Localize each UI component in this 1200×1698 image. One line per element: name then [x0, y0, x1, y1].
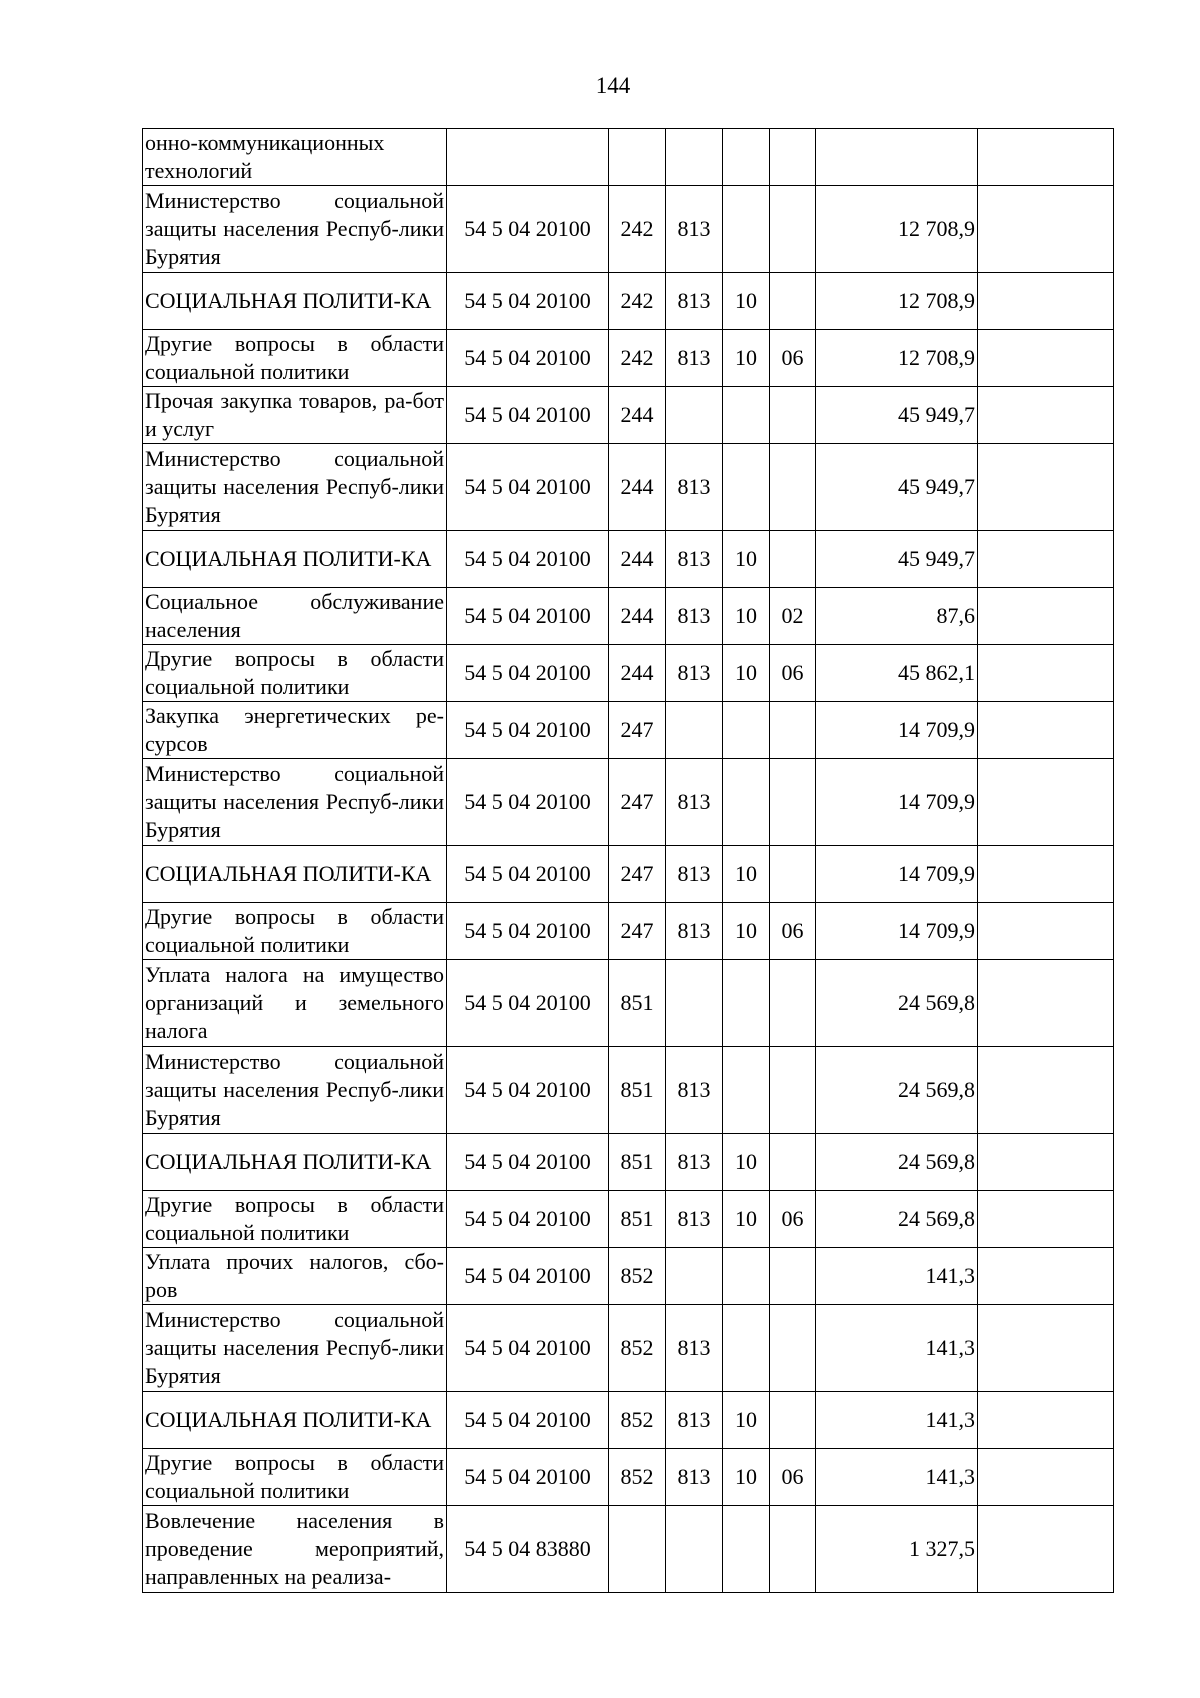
- administrator-code-cell: [666, 1506, 723, 1593]
- table-row: [143, 1392, 1114, 1449]
- subsection-code-cell: 06: [770, 1191, 816, 1248]
- target-article-code-cell: 54 5 04 83880: [447, 1506, 609, 1593]
- amount-cell: 24 569,8: [816, 960, 978, 1047]
- item-name-cell: Другие вопросы в области социальной политики: [143, 903, 447, 960]
- amount-cell: 24 569,8: [816, 1047, 978, 1134]
- item-name-cell: Уплата налога на имущество организаций и земельного налога: [143, 960, 447, 1047]
- target-article-code-cell: 54 5 04 20100: [447, 588, 609, 645]
- amount-cell: 14 709,9: [816, 759, 978, 846]
- expense-type-code-cell: 242: [609, 273, 666, 330]
- target-article-code-cell: 54 5 04 20100: [447, 444, 609, 531]
- extra-column-cell: [978, 1392, 1114, 1449]
- subsection-code-cell: [770, 1506, 816, 1593]
- extra-column-cell: [978, 588, 1114, 645]
- subsection-code-cell: 02: [770, 588, 816, 645]
- table-row: [143, 903, 1114, 960]
- section-code-cell: 10: [723, 645, 770, 702]
- subsection-code-cell: [770, 1134, 816, 1191]
- extra-column-cell: [978, 1134, 1114, 1191]
- item-name-cell: СОЦИАЛЬНАЯ ПОЛИТИ-КА: [143, 846, 447, 903]
- amount-cell: 14 709,9: [816, 903, 978, 960]
- target-article-code-cell: 54 5 04 20100: [447, 1047, 609, 1134]
- extra-column-cell: [978, 186, 1114, 273]
- item-name-cell: Вовлечение населения в проведение мероприятий, направленных на реализа-: [143, 1506, 447, 1593]
- item-name-cell: СОЦИАЛЬНАЯ ПОЛИТИ-КА: [143, 531, 447, 588]
- subsection-code-cell: [770, 186, 816, 273]
- extra-column-cell: [978, 1305, 1114, 1392]
- extra-column-cell: [978, 129, 1114, 186]
- item-name-cell: СОЦИАЛЬНАЯ ПОЛИТИ-КА: [143, 1134, 447, 1191]
- section-code-cell: 10: [723, 588, 770, 645]
- expense-type-code-cell: 242: [609, 330, 666, 387]
- subsection-code-cell: [770, 387, 816, 444]
- target-article-code-cell: 54 5 04 20100: [447, 1392, 609, 1449]
- table-row: [143, 759, 1114, 846]
- expense-type-code-cell: 852: [609, 1449, 666, 1506]
- item-name-cell: Министерство социальной защиты населения Респуб-лики Бурятия: [143, 1305, 447, 1392]
- target-article-code-cell: 54 5 04 20100: [447, 531, 609, 588]
- target-article-code-cell: 54 5 04 20100: [447, 273, 609, 330]
- amount-cell: 45 862,1: [816, 645, 978, 702]
- expense-type-code-cell: 244: [609, 444, 666, 531]
- subsection-code-cell: [770, 960, 816, 1047]
- table-row: [143, 1047, 1114, 1134]
- subsection-code-cell: [770, 759, 816, 846]
- extra-column-cell: [978, 330, 1114, 387]
- subsection-code-cell: [770, 531, 816, 588]
- extra-column-cell: [978, 1248, 1114, 1305]
- subsection-code-cell: 06: [770, 330, 816, 387]
- amount-cell: 45 949,7: [816, 387, 978, 444]
- amount-cell: 141,3: [816, 1449, 978, 1506]
- expense-type-code-cell: 247: [609, 846, 666, 903]
- administrator-code-cell: [666, 702, 723, 759]
- extra-column-cell: [978, 903, 1114, 960]
- table-row: [143, 960, 1114, 1047]
- administrator-code-cell: 813: [666, 1191, 723, 1248]
- target-article-code-cell: 54 5 04 20100: [447, 330, 609, 387]
- subsection-code-cell: [770, 1047, 816, 1134]
- subsection-code-cell: 06: [770, 1449, 816, 1506]
- section-code-cell: 10: [723, 903, 770, 960]
- extra-column-cell: [978, 444, 1114, 531]
- item-name-cell: Прочая закупка товаров, ра-бот и услуг: [143, 387, 447, 444]
- section-code-cell: 10: [723, 273, 770, 330]
- extra-column-cell: [978, 1506, 1114, 1593]
- table-row: [143, 1134, 1114, 1191]
- extra-column-cell: [978, 1191, 1114, 1248]
- administrator-code-cell: 813: [666, 1449, 723, 1506]
- item-name-cell: Министерство социальной защиты населения Респуб-лики Бурятия: [143, 1047, 447, 1134]
- table-row: [143, 330, 1114, 387]
- expense-type-code-cell: [609, 129, 666, 186]
- administrator-code-cell: 813: [666, 330, 723, 387]
- target-article-code-cell: 54 5 04 20100: [447, 702, 609, 759]
- subsection-code-cell: 06: [770, 903, 816, 960]
- administrator-code-cell: 813: [666, 1047, 723, 1134]
- expense-type-code-cell: 244: [609, 387, 666, 444]
- amount-cell: 24 569,8: [816, 1134, 978, 1191]
- section-code-cell: [723, 1248, 770, 1305]
- item-name-cell: Другие вопросы в области социальной политики: [143, 1191, 447, 1248]
- administrator-code-cell: 813: [666, 846, 723, 903]
- target-article-code-cell: 54 5 04 20100: [447, 1191, 609, 1248]
- item-name-cell: Министерство социальной защиты населения Респуб-лики Бурятия: [143, 186, 447, 273]
- item-name-cell: СОЦИАЛЬНАЯ ПОЛИТИ-КА: [143, 1392, 447, 1449]
- budget-table-body: [143, 129, 1114, 1593]
- item-name-cell: Другие вопросы в области социальной политики: [143, 1449, 447, 1506]
- administrator-code-cell: 813: [666, 759, 723, 846]
- target-article-code-cell: 54 5 04 20100: [447, 759, 609, 846]
- item-name-cell: СОЦИАЛЬНАЯ ПОЛИТИ-КА: [143, 273, 447, 330]
- section-code-cell: [723, 387, 770, 444]
- table-row: [143, 1248, 1114, 1305]
- section-code-cell: [723, 1506, 770, 1593]
- amount-cell: 12 708,9: [816, 330, 978, 387]
- table-row: [143, 129, 1114, 186]
- subsection-code-cell: [770, 273, 816, 330]
- section-code-cell: [723, 759, 770, 846]
- target-article-code-cell: 54 5 04 20100: [447, 1134, 609, 1191]
- amount-cell: [816, 129, 978, 186]
- subsection-code-cell: [770, 129, 816, 186]
- administrator-code-cell: 813: [666, 1134, 723, 1191]
- expense-type-code-cell: 851: [609, 960, 666, 1047]
- amount-cell: 141,3: [816, 1392, 978, 1449]
- target-article-code-cell: 54 5 04 20100: [447, 846, 609, 903]
- section-code-cell: 10: [723, 846, 770, 903]
- administrator-code-cell: 813: [666, 588, 723, 645]
- item-name-cell: Министерство социальной защиты населения Респуб-лики Бурятия: [143, 444, 447, 531]
- expense-type-code-cell: 851: [609, 1134, 666, 1191]
- table-row: [143, 444, 1114, 531]
- expense-type-code-cell: [609, 1506, 666, 1593]
- section-code-cell: [723, 702, 770, 759]
- table-row: [143, 1305, 1114, 1392]
- expense-type-code-cell: 247: [609, 702, 666, 759]
- expense-type-code-cell: 247: [609, 759, 666, 846]
- expense-type-code-cell: 851: [609, 1047, 666, 1134]
- extra-column-cell: [978, 273, 1114, 330]
- amount-cell: 12 708,9: [816, 273, 978, 330]
- table-row: [143, 531, 1114, 588]
- extra-column-cell: [978, 846, 1114, 903]
- section-code-cell: [723, 1047, 770, 1134]
- section-code-cell: [723, 444, 770, 531]
- section-code-cell: [723, 1305, 770, 1392]
- subsection-code-cell: [770, 1392, 816, 1449]
- amount-cell: 141,3: [816, 1248, 978, 1305]
- target-article-code-cell: 54 5 04 20100: [447, 1248, 609, 1305]
- expense-type-code-cell: 244: [609, 645, 666, 702]
- administrator-code-cell: 813: [666, 186, 723, 273]
- table-row: [143, 588, 1114, 645]
- administrator-code-cell: 813: [666, 645, 723, 702]
- expense-type-code-cell: 851: [609, 1191, 666, 1248]
- administrator-code-cell: [666, 387, 723, 444]
- expense-type-code-cell: 244: [609, 588, 666, 645]
- subsection-code-cell: [770, 444, 816, 531]
- extra-column-cell: [978, 645, 1114, 702]
- table-row: [143, 1506, 1114, 1593]
- extra-column-cell: [978, 387, 1114, 444]
- section-code-cell: 10: [723, 1449, 770, 1506]
- expense-type-code-cell: 852: [609, 1392, 666, 1449]
- item-name-cell: Министерство социальной защиты населения Респуб-лики Бурятия: [143, 759, 447, 846]
- amount-cell: 14 709,9: [816, 702, 978, 759]
- extra-column-cell: [978, 960, 1114, 1047]
- administrator-code-cell: 813: [666, 531, 723, 588]
- administrator-code-cell: 813: [666, 903, 723, 960]
- amount-cell: 12 708,9: [816, 186, 978, 273]
- target-article-code-cell: 54 5 04 20100: [447, 387, 609, 444]
- item-name-cell: Уплата прочих налогов, сбо-ров: [143, 1248, 447, 1305]
- amount-cell: 45 949,7: [816, 444, 978, 531]
- expense-type-code-cell: 247: [609, 903, 666, 960]
- amount-cell: 45 949,7: [816, 531, 978, 588]
- section-code-cell: 10: [723, 531, 770, 588]
- item-name-cell: Социальное обслуживание населения: [143, 588, 447, 645]
- target-article-code-cell: [447, 129, 609, 186]
- table-row: [143, 846, 1114, 903]
- item-name-cell: Другие вопросы в области социальной политики: [143, 330, 447, 387]
- table-row: [143, 387, 1114, 444]
- expense-type-code-cell: 852: [609, 1305, 666, 1392]
- amount-cell: 87,6: [816, 588, 978, 645]
- extra-column-cell: [978, 1449, 1114, 1506]
- table-row: [143, 1191, 1114, 1248]
- item-name-cell: Закупка энергетических ре-сурсов: [143, 702, 447, 759]
- subsection-code-cell: [770, 702, 816, 759]
- expense-type-code-cell: 852: [609, 1248, 666, 1305]
- item-name-cell: онно-коммуникационных технологий: [143, 129, 447, 186]
- amount-cell: 14 709,9: [816, 846, 978, 903]
- administrator-code-cell: 813: [666, 1305, 723, 1392]
- extra-column-cell: [978, 1047, 1114, 1134]
- subsection-code-cell: [770, 1248, 816, 1305]
- section-code-cell: 10: [723, 1191, 770, 1248]
- amount-cell: 141,3: [816, 1305, 978, 1392]
- page-number: 144: [595, 73, 631, 98]
- subsection-code-cell: [770, 1305, 816, 1392]
- item-name-cell: Другие вопросы в области социальной политики: [143, 645, 447, 702]
- administrator-code-cell: [666, 129, 723, 186]
- section-code-cell: [723, 186, 770, 273]
- expense-type-code-cell: 244: [609, 531, 666, 588]
- section-code-cell: 10: [723, 1392, 770, 1449]
- administrator-code-cell: [666, 1248, 723, 1305]
- administrator-code-cell: 813: [666, 273, 723, 330]
- target-article-code-cell: 54 5 04 20100: [447, 186, 609, 273]
- extra-column-cell: [978, 702, 1114, 759]
- target-article-code-cell: 54 5 04 20100: [447, 960, 609, 1047]
- section-code-cell: 10: [723, 330, 770, 387]
- extra-column-cell: [978, 531, 1114, 588]
- administrator-code-cell: 813: [666, 444, 723, 531]
- budget-table: [142, 128, 1114, 1593]
- subsection-code-cell: 06: [770, 645, 816, 702]
- amount-cell: 1 327,5: [816, 1506, 978, 1593]
- expense-type-code-cell: 242: [609, 186, 666, 273]
- section-code-cell: [723, 960, 770, 1047]
- table-row: [143, 702, 1114, 759]
- administrator-code-cell: [666, 960, 723, 1047]
- table-row: [143, 186, 1114, 273]
- target-article-code-cell: 54 5 04 20100: [447, 903, 609, 960]
- section-code-cell: 10: [723, 1134, 770, 1191]
- amount-cell: 24 569,8: [816, 1191, 978, 1248]
- target-article-code-cell: 54 5 04 20100: [447, 1449, 609, 1506]
- target-article-code-cell: 54 5 04 20100: [447, 645, 609, 702]
- extra-column-cell: [978, 759, 1114, 846]
- administrator-code-cell: 813: [666, 1392, 723, 1449]
- table-row: [143, 273, 1114, 330]
- table-row: [143, 1449, 1114, 1506]
- target-article-code-cell: 54 5 04 20100: [447, 1305, 609, 1392]
- subsection-code-cell: [770, 846, 816, 903]
- table-row: [143, 645, 1114, 702]
- section-code-cell: [723, 129, 770, 186]
